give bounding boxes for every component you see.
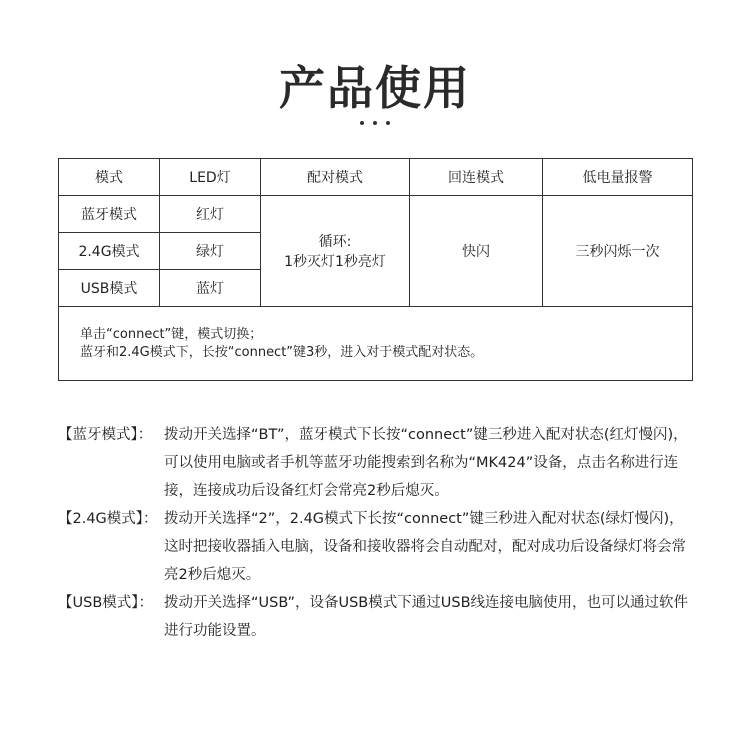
mode-descriptions	[58, 421, 698, 645]
description-label: 【蓝牙模式】：	[58, 427, 153, 443]
pairing-line-1: 循环:	[318, 234, 352, 250]
header-reconnect: 回连模式	[410, 159, 543, 196]
header-low-battery: 低电量报警	[543, 159, 693, 196]
table-header-row	[59, 159, 693, 196]
description-text: 拨动开关选择“BT”，蓝牙模式下长按“connect”键三秒进入配对状态(红灯慢闪)，可以使用电脑或者手机等蓝牙功能搜索到名称为“MK424”设备，点击名称进行连接，连接成功后设备红灯会常亮2秒后熄灭。	[164, 427, 688, 499]
reconnect-cell: 快闪	[410, 196, 543, 307]
note-line-2: 蓝牙和2.4G模式下，长按“connect”键3秒，进入对于模式配对状态。	[80, 344, 484, 360]
description-bluetooth	[58, 421, 698, 505]
page-title: 产品使用	[279, 61, 471, 115]
table-note-row	[59, 307, 693, 381]
divider-dot	[360, 121, 364, 125]
table-row	[59, 196, 693, 233]
mode-cell: 蓝牙模式	[59, 196, 160, 233]
header-mode: 模式	[59, 159, 160, 196]
header-pairing: 配对模式	[261, 159, 410, 196]
led-cell: 蓝灯	[160, 270, 261, 307]
description-label: 【2.4G模式】：	[58, 511, 158, 527]
table-note	[59, 307, 693, 381]
divider-dot	[373, 121, 377, 125]
description-label: 【USB模式】：	[58, 595, 154, 611]
note-line-1: 单击“connect”键，模式切换；	[80, 326, 263, 342]
pairing-cell	[261, 196, 410, 307]
description-2-4g	[58, 505, 698, 589]
mode-cell: USB模式	[59, 270, 160, 307]
title-divider-dots	[0, 118, 750, 128]
low-battery-cell: 三秒闪烁一次	[543, 196, 693, 307]
mode-table	[58, 158, 693, 381]
mode-cell: 2.4G模式	[59, 233, 160, 270]
divider-dot	[386, 121, 390, 125]
description-text: 拨动开关选择“USB”，设备USB模式下通过USB线连接电脑使用，也可以通过软件进行功能设置。	[164, 595, 689, 639]
led-cell: 绿灯	[160, 233, 261, 270]
led-cell: 红灯	[160, 196, 261, 233]
pairing-line-2: 1秒灭灯1秒亮灯	[284, 254, 386, 270]
header-led: LED灯	[160, 159, 261, 196]
description-text: 拨动开关选择“2”，2.4G模式下长按“connect”键三秒进入配对状态(绿灯慢闪)，这时把接收器插入电脑，设备和接收器将会自动配对，配对成功后设备绿灯将会常亮2秒后熄灭。	[164, 511, 686, 583]
description-usb	[58, 589, 698, 645]
